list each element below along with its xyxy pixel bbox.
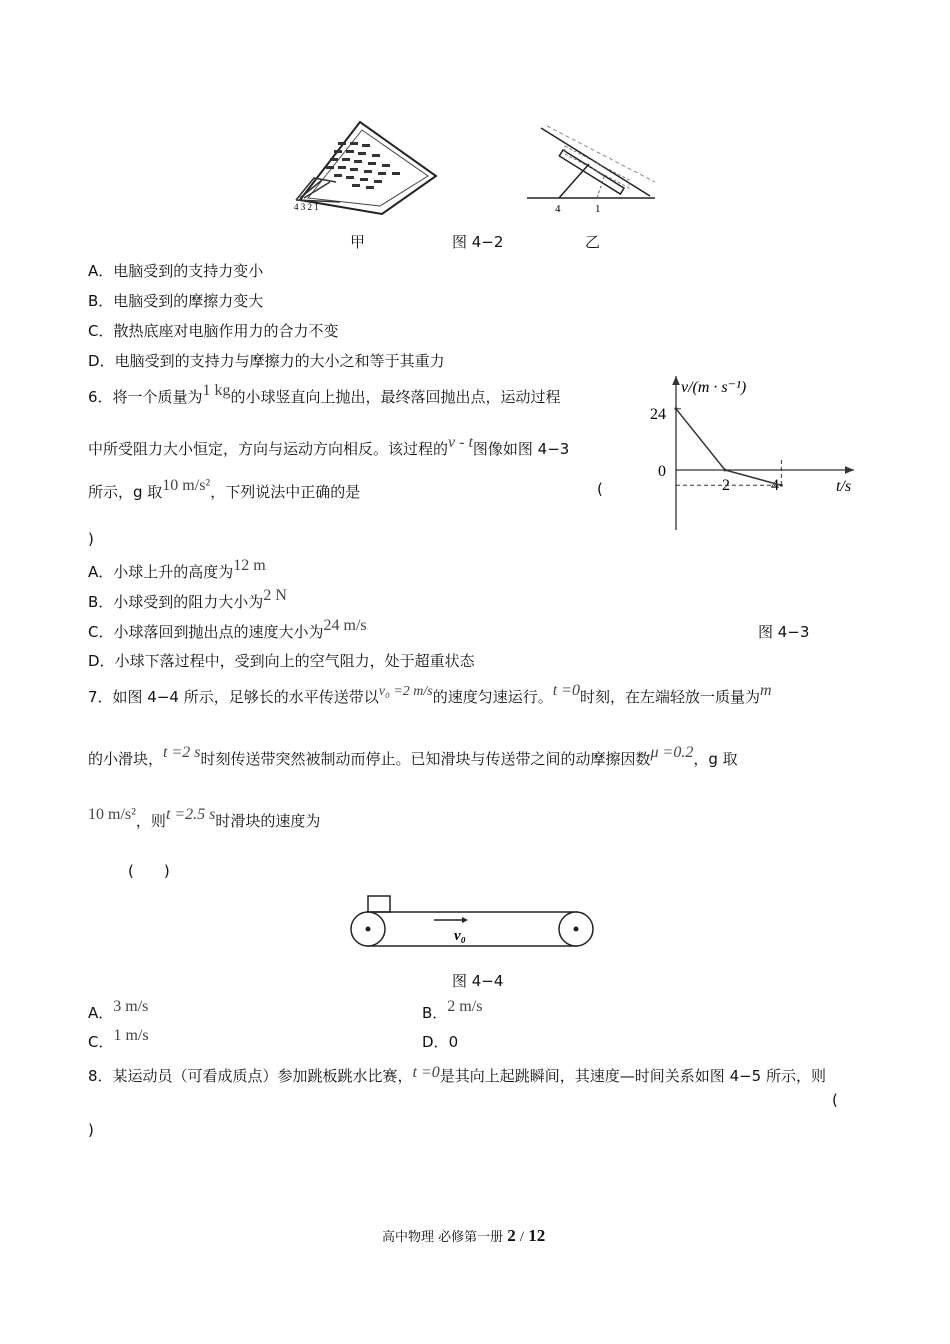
option-math: 0 — [448, 1033, 459, 1051]
option-math: 1 m/s — [113, 1027, 149, 1044]
option-math: 24 m/s — [323, 617, 367, 634]
q6-option-a[interactable]: A．小球上升的高度为12 m — [88, 557, 266, 581]
x-axis-label: t/s — [836, 478, 852, 495]
q8-paren-close: ) — [88, 1121, 94, 1139]
option-text: 电脑受到的摩擦力变大 — [113, 292, 264, 310]
data-point — [724, 469, 727, 472]
option-math: 2 m/s — [447, 998, 483, 1015]
page-separator: / — [519, 1229, 525, 1245]
math-g: 10 m/s² — [88, 806, 136, 823]
fig44-caption: 图 4−4 — [452, 972, 504, 990]
math-v0: v₀ =2 m/s — [378, 684, 433, 699]
option-text: 电脑受到的支持力变小 — [113, 262, 264, 280]
conveyor-belt-figure — [346, 890, 602, 956]
math-t0: t =0 — [412, 1064, 440, 1081]
q7-option-d[interactable]: D．0 — [422, 1033, 459, 1051]
q6-option-c[interactable]: C．小球落回到抛出点的速度大小为24 m/s — [88, 617, 367, 641]
math-m: m — [760, 682, 772, 699]
q7-line-1: 7．如图 4−4 所示，足够长的水平传送带以v₀ =2 m/s的速度匀速运行。t =0时刻，在左端轻放一质量为m — [88, 682, 772, 706]
series-line-v-t — [676, 409, 781, 486]
q7-option-b[interactable]: B．2 m/s — [422, 998, 483, 1022]
option-math: 3 m/s — [113, 998, 149, 1015]
math-t25: t =2.5 s — [165, 806, 216, 823]
x-tick-2: 2 — [722, 477, 730, 494]
q6-option-d[interactable]: D．小球下落过程中，受到向上的空气阻力，处于超重状态 — [88, 652, 475, 670]
math-g: 10 m/s² — [162, 477, 211, 494]
slider-block — [368, 896, 390, 912]
q5-option-c[interactable] — [88, 320, 339, 341]
math-t0: t =0 — [552, 682, 580, 699]
option-letter: D． — [88, 352, 115, 370]
laptop-side-view-figure — [525, 124, 660, 216]
page-number: 2 — [507, 1226, 516, 1245]
q6-line-1: 6．将一个质量为1 kg的小球竖直向上抛出，最终落回抛出点，运动过程 — [88, 382, 561, 406]
book-title: 高中物理 必修第一册 — [382, 1230, 504, 1245]
side-label-1: 1 — [595, 203, 601, 215]
q7-option-c[interactable]: C．1 m/s — [88, 1027, 149, 1051]
y-axis-label: v/(m · s⁻¹) — [681, 379, 747, 396]
math-t2: t =2 s — [163, 744, 201, 761]
option-letter: A． — [88, 262, 114, 280]
side-label-4: 4 — [555, 203, 561, 215]
origin-label: 0 — [658, 463, 666, 480]
vt-chart — [640, 372, 865, 534]
option-text: 电脑受到的支持力与摩擦力的大小之和等于其重力 — [114, 352, 445, 370]
fig42-left-label: 甲 — [350, 233, 366, 251]
math-mass: 1 kg — [202, 382, 231, 399]
page-footer — [382, 1226, 545, 1246]
y-tick-24: 24 — [650, 406, 666, 423]
q5-option-b[interactable] — [88, 290, 263, 311]
q7-answer-paren: ( ) — [128, 862, 170, 880]
q6-paren-open: ( — [597, 480, 603, 498]
q8-paren-open: ( — [832, 1091, 838, 1109]
option-letter: B． — [88, 292, 114, 310]
v0-label: v₀ — [454, 928, 466, 944]
option-math: 12 m — [233, 557, 266, 574]
q5-option-d[interactable] — [88, 350, 445, 371]
stand-position-numbers: 4 3 2 1 — [294, 202, 319, 212]
fig42-caption: 图 4−2 — [452, 233, 504, 251]
q8-stem: 8．某运动员（可看成质点）参加跳板跳水比赛，t =0是其向上起跳瞬间，其速度—时间关系如图 4−5 所示，则 — [88, 1064, 826, 1085]
q7-line-3: 10 m/s²，则t =2.5 s时滑块的速度为 — [88, 806, 321, 830]
fig42-right-label: 乙 — [585, 233, 601, 251]
fig43-caption: 图 4−3 — [758, 623, 810, 641]
math-mu: μ =0.2 — [650, 744, 694, 761]
math-vt: v - t — [448, 434, 473, 451]
q7-option-a[interactable]: A．3 m/s — [88, 998, 149, 1022]
option-text: 散热底座对电脑作用力的合力不变 — [113, 322, 339, 340]
q6-line-3: 所示，g 取10 m/s²，下列说法中正确的是 — [88, 477, 361, 501]
q7-line-2: 的小滑块，t =2 s时刻传送带突然被制动而停止。已知滑块与传送带之间的动摩擦因数μ =0.2，g 取 — [88, 744, 738, 768]
q6-paren-close: ) — [88, 530, 94, 548]
laptop-stand-figure — [290, 118, 440, 218]
option-letter: C． — [88, 322, 114, 340]
x-tick-4: 4 — [771, 477, 779, 494]
option-math: 2 N — [263, 587, 287, 604]
q6-option-b[interactable]: B．小球受到的阻力大小为2 N — [88, 587, 287, 611]
page-total: 12 — [528, 1226, 546, 1245]
q6-line-2: 中所受阻力大小恒定，方向与运动方向相反。该过程的v - t图像如图 4−3 — [88, 434, 570, 458]
q5-option-a[interactable] — [88, 260, 263, 281]
